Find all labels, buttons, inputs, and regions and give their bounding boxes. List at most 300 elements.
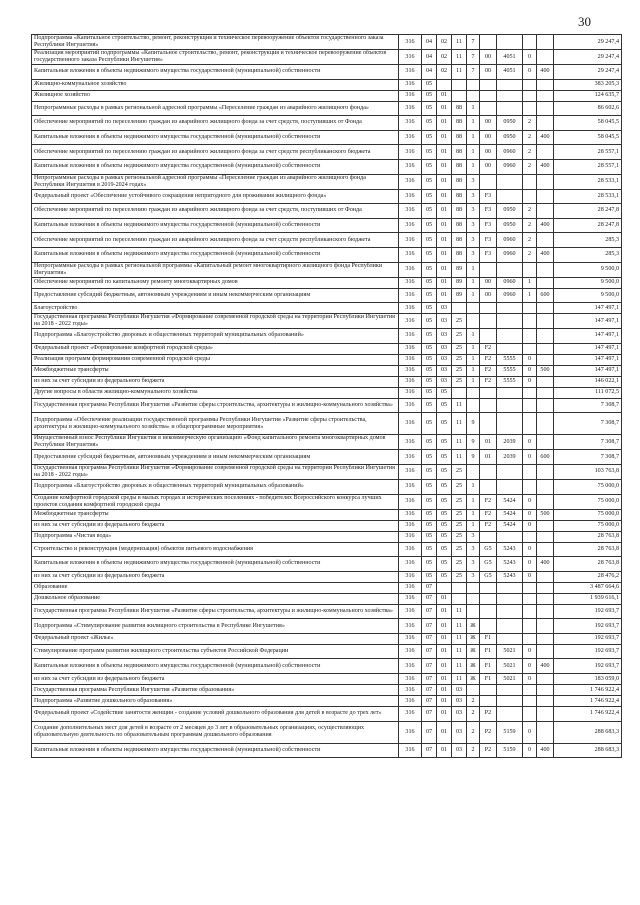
row-code xyxy=(537,116,554,131)
row-amount: 28 247,8 xyxy=(554,218,622,233)
row-code xyxy=(537,413,554,435)
table-row xyxy=(32,582,622,593)
table-row xyxy=(32,520,622,531)
row-code: 05 xyxy=(422,398,437,413)
table-row xyxy=(32,435,622,450)
row-name: Благоустройство xyxy=(32,303,399,314)
row-code xyxy=(480,79,497,90)
row-code xyxy=(523,329,537,344)
row-code: 0950 xyxy=(497,204,523,219)
row-code xyxy=(537,593,554,604)
row-code: P2 xyxy=(480,707,497,722)
table-row xyxy=(32,479,622,494)
row-code: 1 xyxy=(467,101,480,116)
row-code: 07 xyxy=(422,707,437,722)
table-row xyxy=(32,354,622,365)
row-code: 1 xyxy=(467,509,480,520)
row-code xyxy=(497,262,523,277)
row-code: 316 xyxy=(399,542,422,557)
row-code: 01 xyxy=(437,674,452,685)
row-code: 316 xyxy=(399,79,422,90)
row-amount: 7 308,7 xyxy=(554,435,622,450)
row-code: 316 xyxy=(399,494,422,509)
row-code: 07 xyxy=(422,743,437,758)
row-code xyxy=(497,604,523,619)
table-row xyxy=(32,159,622,174)
row-code xyxy=(537,464,554,479)
row-code: 25 xyxy=(452,571,467,582)
row-code: 01 xyxy=(437,247,452,262)
table-row xyxy=(32,707,622,722)
row-code xyxy=(497,582,523,593)
row-code: 316 xyxy=(399,101,422,116)
row-code: 316 xyxy=(399,633,422,644)
row-code: 316 xyxy=(399,674,422,685)
row-code: 05 xyxy=(437,531,452,542)
row-code: 0 xyxy=(523,509,537,520)
row-code: 03 xyxy=(437,354,452,365)
row-code: 316 xyxy=(399,189,422,204)
row-code: F2 xyxy=(480,354,497,365)
row-code: 1 xyxy=(467,343,480,354)
row-code: 05 xyxy=(422,90,437,101)
row-code: Ж xyxy=(467,633,480,644)
row-amount: 383 205,3 xyxy=(554,79,622,90)
row-name: Государственная программа Республики Ингушетия «Развитие сферы строительства, архитектуры и жилищно-коммунального хозяйства» xyxy=(32,604,399,619)
row-code: 05 xyxy=(422,262,437,277)
row-code: 9 xyxy=(467,413,480,435)
row-code: 01 xyxy=(437,101,452,116)
table-row xyxy=(32,174,622,189)
row-name: из них за счет субсидии из федерального бюджета xyxy=(32,571,399,582)
row-name: Межбюджетные трансферты xyxy=(32,509,399,520)
row-code: 1 xyxy=(523,288,537,303)
row-name: Государственная программа Республики Ингушетия «Развитие сферы строительства, архитектуры и жилищно-коммунального хозяйства» xyxy=(32,398,399,413)
row-code: 01 xyxy=(480,435,497,450)
row-code: 05 xyxy=(437,571,452,582)
row-code: 0960 xyxy=(497,288,523,303)
row-code: 03 xyxy=(437,314,452,329)
row-code: 05 xyxy=(422,494,437,509)
row-code: 316 xyxy=(399,288,422,303)
row-code xyxy=(480,479,497,494)
row-code: 00 xyxy=(480,130,497,145)
row-code: 03 xyxy=(452,721,467,743)
row-amount: 75 000,0 xyxy=(554,520,622,531)
row-code: 316 xyxy=(399,159,422,174)
row-name: Создание комфортной городской среды в малых городах и исторических поселениях - победителях Всероссийского конкурса лучших проектов создания комфортной городской среды xyxy=(32,494,399,509)
row-code: 05 xyxy=(437,450,452,465)
row-code: 316 xyxy=(399,277,422,288)
row-code xyxy=(537,343,554,354)
row-code: 05 xyxy=(422,116,437,131)
row-code: 05 xyxy=(422,542,437,557)
row-code: 3 xyxy=(467,233,480,248)
row-code: 05 xyxy=(422,101,437,116)
row-code: 07 xyxy=(422,721,437,743)
row-code: 0960 xyxy=(497,159,523,174)
row-code xyxy=(497,593,523,604)
table-row xyxy=(32,314,622,329)
row-amount: 288 683,3 xyxy=(554,743,622,758)
row-code xyxy=(480,174,497,189)
row-code: 0950 xyxy=(497,116,523,131)
row-code: 2 xyxy=(523,247,537,262)
row-code: 0960 xyxy=(497,277,523,288)
row-code: 88 xyxy=(452,145,467,160)
row-code: 05 xyxy=(422,288,437,303)
row-code: 316 xyxy=(399,685,422,696)
row-code xyxy=(537,531,554,542)
row-code xyxy=(523,174,537,189)
row-code xyxy=(497,619,523,634)
row-code: 1 xyxy=(467,329,480,344)
row-code xyxy=(537,233,554,248)
row-code xyxy=(497,387,523,398)
row-name: Непрограммные расходы в рамках региональной программы «Капитальный ремонт многоквартирного жилищного фонда Республики Ингушетия» xyxy=(32,262,399,277)
row-code xyxy=(437,79,452,90)
table-row xyxy=(32,659,622,674)
table-row xyxy=(32,365,622,376)
row-amount: 147 497,1 xyxy=(554,303,622,314)
table-row xyxy=(32,233,622,248)
row-code: 05 xyxy=(422,413,437,435)
row-code: F3 xyxy=(480,247,497,262)
row-amount: 147 497,1 xyxy=(554,329,622,344)
row-code: 05 xyxy=(422,435,437,450)
row-code: 1 xyxy=(523,277,537,288)
row-code: 316 xyxy=(399,743,422,758)
row-code: 01 xyxy=(437,189,452,204)
row-code xyxy=(480,314,497,329)
row-code: 5243 xyxy=(497,571,523,582)
row-code: 02 xyxy=(437,50,452,65)
row-code: F3 xyxy=(480,189,497,204)
row-code: 05 xyxy=(422,247,437,262)
row-code: 00 xyxy=(480,65,497,80)
row-code: 01 xyxy=(480,450,497,465)
row-code xyxy=(537,90,554,101)
row-code: 89 xyxy=(452,277,467,288)
row-code: 01 xyxy=(437,696,452,707)
row-name: Капитальные вложения в объекты недвижимого имущества государственной (муниципальной) собственности xyxy=(32,743,399,758)
row-code xyxy=(480,398,497,413)
row-code xyxy=(467,314,480,329)
row-code xyxy=(537,262,554,277)
row-code: 2039 xyxy=(497,435,523,450)
row-code: 05 xyxy=(422,450,437,465)
row-code xyxy=(497,413,523,435)
row-amount: 1 746 922,4 xyxy=(554,707,622,722)
row-amount: 9 500,0 xyxy=(554,262,622,277)
row-amount: 1 746 922,4 xyxy=(554,685,622,696)
row-amount: 28 533,1 xyxy=(554,174,622,189)
row-name: Межбюджетные трансферты xyxy=(32,365,399,376)
row-amount: 28 763,8 xyxy=(554,531,622,542)
row-code: 5424 xyxy=(497,509,523,520)
row-code: 2 xyxy=(467,707,480,722)
row-code: 0 xyxy=(523,365,537,376)
row-code xyxy=(497,101,523,116)
table-row xyxy=(32,204,622,219)
row-code: 25 xyxy=(452,509,467,520)
table-row xyxy=(32,218,622,233)
row-code xyxy=(537,633,554,644)
row-code: 0950 xyxy=(497,130,523,145)
row-name: Государственная программа Республики Ингушетия «Формирование современной городской среды на территории Республики Ингушетия на 2018 - 2022 годы» xyxy=(32,464,399,479)
row-code xyxy=(537,721,554,743)
row-code: 400 xyxy=(537,130,554,145)
row-code xyxy=(537,619,554,634)
table-row xyxy=(32,571,622,582)
row-code: 316 xyxy=(399,365,422,376)
row-code: 25 xyxy=(452,329,467,344)
row-code: 05 xyxy=(437,509,452,520)
row-code: 0960 xyxy=(497,247,523,262)
row-code xyxy=(497,79,523,90)
row-code xyxy=(523,464,537,479)
row-code: 07 xyxy=(422,604,437,619)
row-code: 5021 xyxy=(497,674,523,685)
row-code: 0 xyxy=(523,743,537,758)
row-code: 01 xyxy=(437,204,452,219)
row-name: из них за счет субсидии из федерального бюджета xyxy=(32,674,399,685)
row-amount: 192 693,7 xyxy=(554,619,622,634)
row-code: 01 xyxy=(437,743,452,758)
row-code: P2 xyxy=(480,743,497,758)
row-code xyxy=(480,685,497,696)
row-code: 0960 xyxy=(497,233,523,248)
table-row xyxy=(32,542,622,557)
row-amount: 28 247,8 xyxy=(554,204,622,219)
row-amount: 29 247,4 xyxy=(554,65,622,80)
row-name: Подпрограмма «Благоустройство дворовых и общественных территорий муниципальных образований» xyxy=(32,479,399,494)
row-name: Непрограммные расходы в рамках региональной адресной программы «Переселение граждан из аварийного жилищного фонда» xyxy=(32,101,399,116)
row-code: 316 xyxy=(399,218,422,233)
row-code xyxy=(497,696,523,707)
row-code xyxy=(523,696,537,707)
row-code: 25 xyxy=(452,557,467,572)
row-code: 500 xyxy=(537,365,554,376)
row-code xyxy=(523,101,537,116)
row-code: 03 xyxy=(437,329,452,344)
table-row xyxy=(32,145,622,160)
row-code: 05 xyxy=(422,571,437,582)
row-code: 01 xyxy=(437,288,452,303)
row-code xyxy=(497,314,523,329)
row-code: 0 xyxy=(523,571,537,582)
row-code: 0 xyxy=(523,520,537,531)
row-code: 88 xyxy=(452,218,467,233)
row-code: Ж xyxy=(467,644,480,659)
table-row xyxy=(32,633,622,644)
row-code: 05 xyxy=(422,557,437,572)
row-amount: 7 308,7 xyxy=(554,450,622,465)
table-row xyxy=(32,329,622,344)
row-code: 05 xyxy=(437,494,452,509)
row-code: 25 xyxy=(452,464,467,479)
row-amount: 75 000,0 xyxy=(554,494,622,509)
row-code xyxy=(480,90,497,101)
row-name: Стимулирование программ развития жилищного строительства субъектов Российской Федерации xyxy=(32,644,399,659)
row-code: 400 xyxy=(537,557,554,572)
row-name: Строительство и реконструкция (модернизация) объектов питьевого водоснабжения xyxy=(32,542,399,557)
row-code: 05 xyxy=(422,159,437,174)
row-code xyxy=(537,674,554,685)
row-code: 00 xyxy=(480,50,497,65)
row-code: 316 xyxy=(399,174,422,189)
row-code: 1 xyxy=(467,494,480,509)
table-row xyxy=(32,50,622,65)
row-code: G5 xyxy=(480,542,497,557)
row-code: 1 xyxy=(467,277,480,288)
row-code: 5424 xyxy=(497,520,523,531)
row-code xyxy=(523,398,537,413)
row-code: 9 xyxy=(467,450,480,465)
row-code: 316 xyxy=(399,413,422,435)
row-code: 2 xyxy=(523,218,537,233)
row-code: 25 xyxy=(452,354,467,365)
row-code: 2 xyxy=(467,696,480,707)
row-name: Обеспечение мероприятий по переселению граждан из аварийного жилищного фонда за счет средств республиканского бюджета xyxy=(32,233,399,248)
table-row xyxy=(32,604,622,619)
row-code: 400 xyxy=(537,743,554,758)
row-code: 0 xyxy=(523,435,537,450)
row-code xyxy=(537,204,554,219)
row-code: 316 xyxy=(399,479,422,494)
row-code: F1 xyxy=(480,633,497,644)
row-code: 316 xyxy=(399,50,422,65)
row-amount: 28 476,2 xyxy=(554,571,622,582)
row-code: 11 xyxy=(452,633,467,644)
row-code xyxy=(523,604,537,619)
row-name: Обеспечение мероприятий по капитальному ремонту многоквартирных домов xyxy=(32,277,399,288)
row-code: 05 xyxy=(437,557,452,572)
row-code xyxy=(497,707,523,722)
row-code: 05 xyxy=(437,387,452,398)
row-code: F1 xyxy=(480,659,497,674)
row-name: из них за счет субсидии из федерального бюджета xyxy=(32,520,399,531)
row-code: 0 xyxy=(523,644,537,659)
row-code: 04 xyxy=(422,65,437,80)
row-code: 25 xyxy=(452,520,467,531)
row-code: 316 xyxy=(399,450,422,465)
row-code: 1 xyxy=(467,262,480,277)
row-code xyxy=(480,696,497,707)
row-code xyxy=(523,413,537,435)
row-code: 5021 xyxy=(497,659,523,674)
row-code: 0 xyxy=(523,65,537,80)
row-code xyxy=(537,303,554,314)
row-code: 01 xyxy=(437,90,452,101)
row-code: 05 xyxy=(437,479,452,494)
row-amount: 58 045,5 xyxy=(554,116,622,131)
row-code xyxy=(480,35,497,50)
row-code: 2 xyxy=(523,233,537,248)
row-code: 316 xyxy=(399,571,422,582)
row-code xyxy=(467,604,480,619)
row-code: 1 xyxy=(467,376,480,387)
row-code: 316 xyxy=(399,593,422,604)
row-code: 03 xyxy=(452,707,467,722)
row-amount: 183 059,0 xyxy=(554,674,622,685)
row-amount: 58 045,5 xyxy=(554,130,622,145)
row-code: 316 xyxy=(399,145,422,160)
row-code xyxy=(497,464,523,479)
row-code xyxy=(537,520,554,531)
page-number: 30 xyxy=(578,14,591,29)
row-code: 01 xyxy=(437,130,452,145)
row-code: 0 xyxy=(523,50,537,65)
table-row xyxy=(32,450,622,465)
row-code: 03 xyxy=(452,685,467,696)
row-code: 07 xyxy=(422,659,437,674)
row-code xyxy=(537,101,554,116)
row-code xyxy=(537,277,554,288)
row-amount: 28 557,1 xyxy=(554,145,622,160)
row-code xyxy=(480,619,497,634)
row-code: 05 xyxy=(422,509,437,520)
row-code xyxy=(467,387,480,398)
row-code: 5555 xyxy=(497,354,523,365)
row-amount: 7 308,7 xyxy=(554,398,622,413)
row-code: 11 xyxy=(452,644,467,659)
row-name: Предоставление субсидий бюджетным, автономным учреждениям и иным некоммерческим организациям xyxy=(32,450,399,465)
row-code: 316 xyxy=(399,314,422,329)
row-code: 316 xyxy=(399,509,422,520)
row-code xyxy=(480,387,497,398)
row-code: 07 xyxy=(422,696,437,707)
row-code: 03 xyxy=(437,376,452,387)
table-row xyxy=(32,398,622,413)
row-code xyxy=(497,531,523,542)
row-code: 05 xyxy=(422,174,437,189)
row-code: 316 xyxy=(399,130,422,145)
table-row xyxy=(32,376,622,387)
row-code: 400 xyxy=(537,65,554,80)
row-code: 11 xyxy=(452,35,467,50)
row-code: F2 xyxy=(480,520,497,531)
table-row xyxy=(32,387,622,398)
row-code xyxy=(523,303,537,314)
row-code xyxy=(497,479,523,494)
row-code: 88 xyxy=(452,174,467,189)
row-code: 88 xyxy=(452,130,467,145)
row-code: 01 xyxy=(437,721,452,743)
row-amount: 285,3 xyxy=(554,233,622,248)
row-code: Ж xyxy=(467,674,480,685)
row-code: F3 xyxy=(480,204,497,219)
row-code xyxy=(537,398,554,413)
row-code: 316 xyxy=(399,354,422,365)
row-code: 2 xyxy=(523,159,537,174)
row-code: 25 xyxy=(452,343,467,354)
row-code xyxy=(537,685,554,696)
row-code: 01 xyxy=(437,604,452,619)
row-code: 316 xyxy=(399,582,422,593)
row-code xyxy=(480,101,497,116)
row-code: 0 xyxy=(523,542,537,557)
row-amount: 285,3 xyxy=(554,247,622,262)
row-amount: 124 635,7 xyxy=(554,90,622,101)
table-row xyxy=(32,303,622,314)
row-name: Федеральный проект «Содействие занятости женщин - создание условий дошкольного образования для детей в возрасте до трех лет» xyxy=(32,707,399,722)
row-code: 01 xyxy=(437,145,452,160)
table-row xyxy=(32,101,622,116)
row-code xyxy=(497,90,523,101)
row-amount: 146 022,1 xyxy=(554,376,622,387)
row-name: Подпрограмма «Чистая вода» xyxy=(32,531,399,542)
